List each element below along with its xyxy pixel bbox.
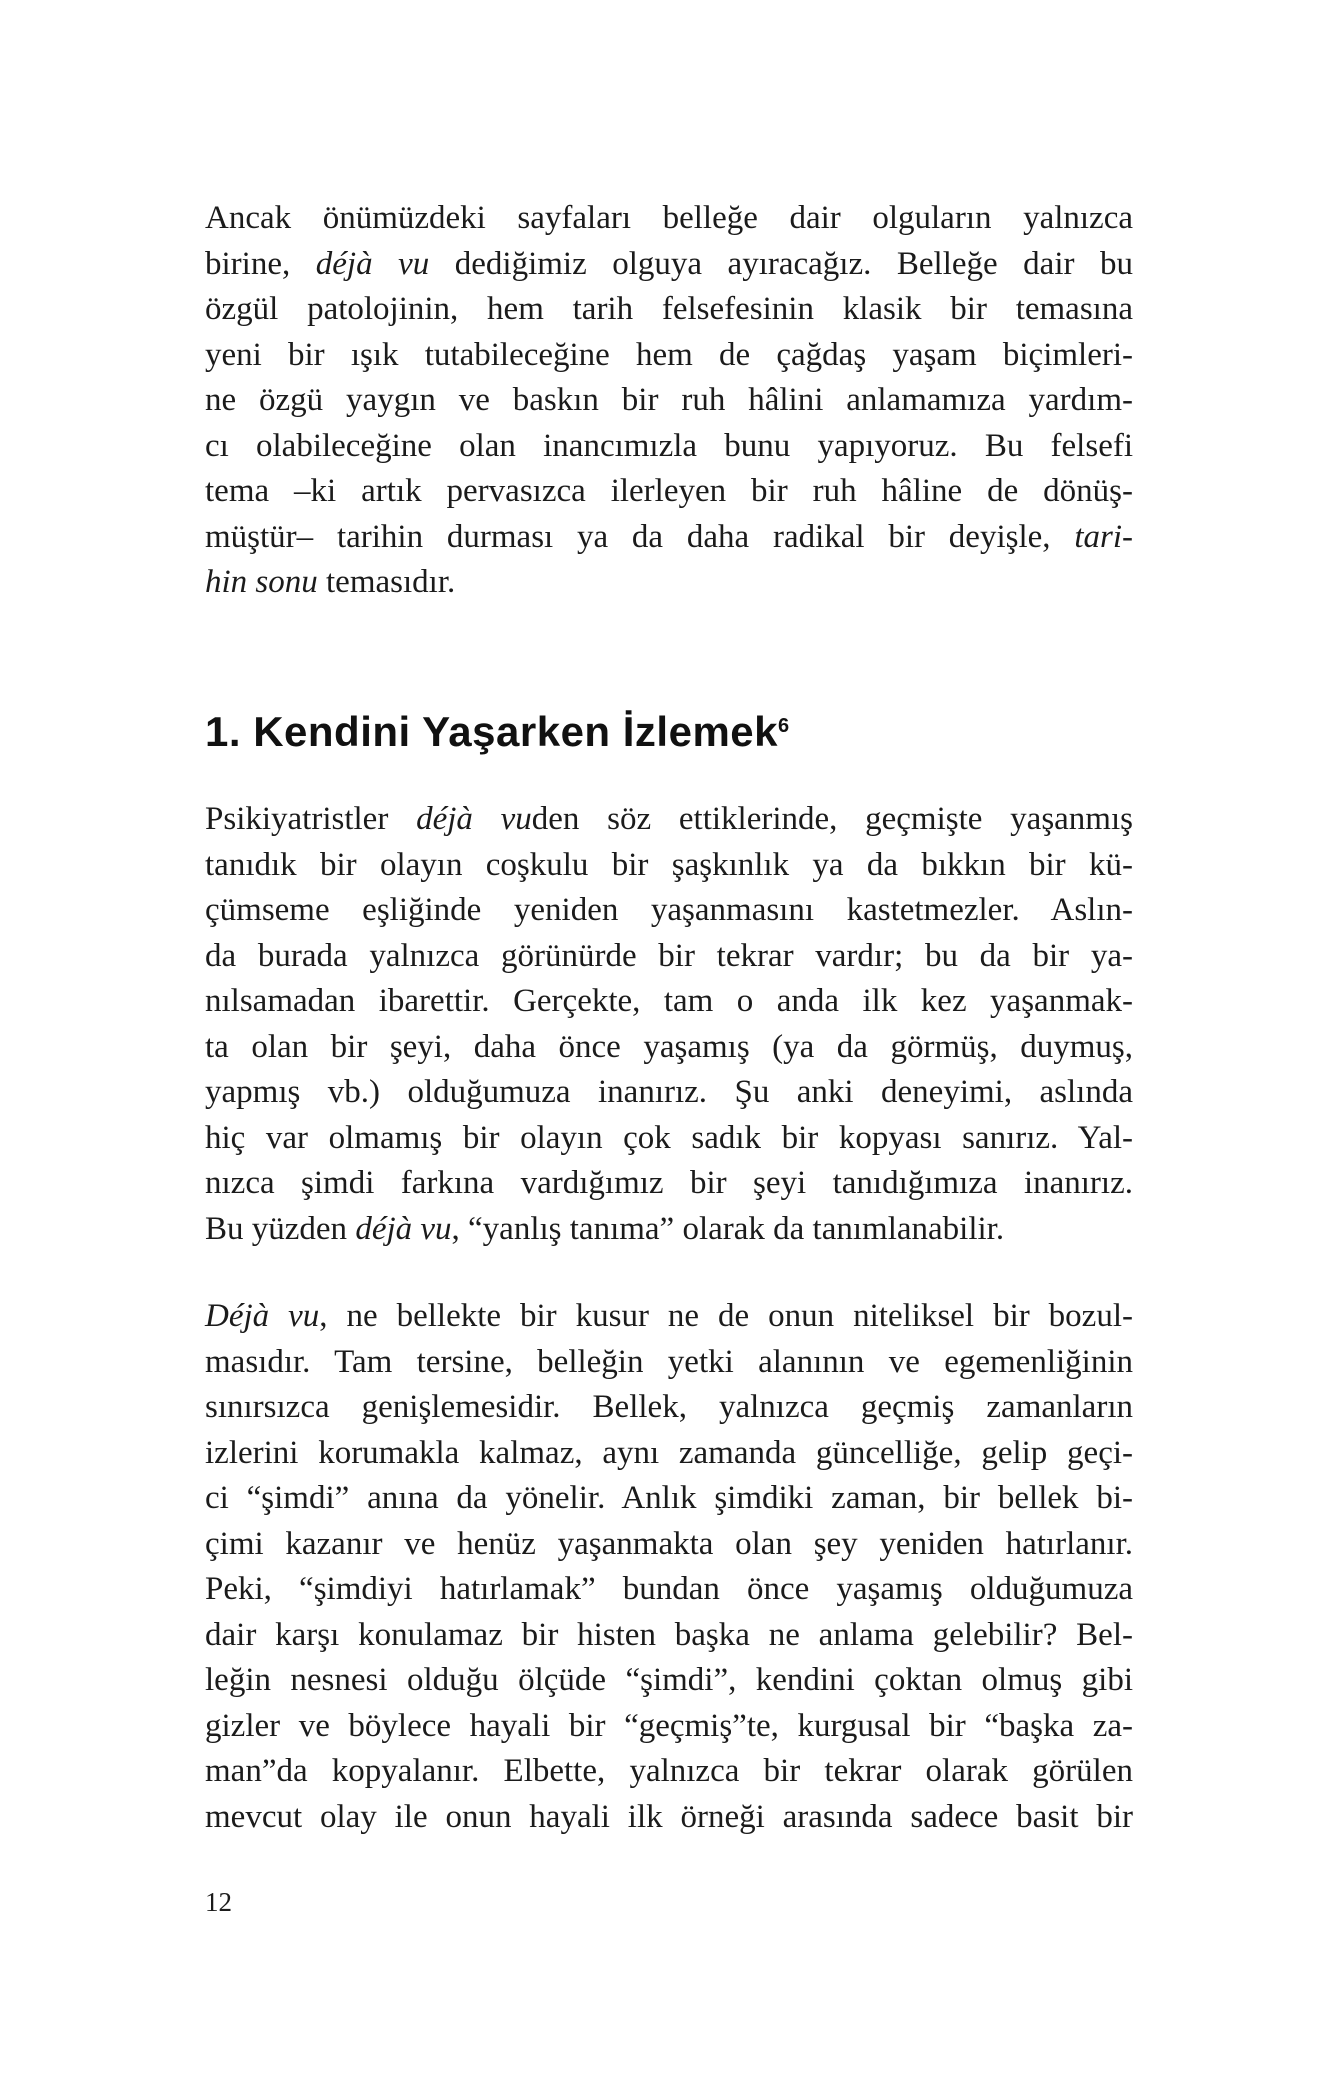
text-line: tanıdık bir olayın coşkulu bir şaşkınlık ya da bıkkın bir kü- <box>205 846 1133 883</box>
italic-term: déjà vu <box>355 1210 452 1247</box>
paragraph-3 <box>205 1294 1133 1840</box>
text-line: Ancak önümüzdeki sayfaları belleğe dair olguların yalnızca <box>205 200 1133 236</box>
text-line: ci “şimdi” anına da yönelir. Anlık şimdiki zaman, bir bellek bi- <box>205 1480 1133 1516</box>
text-line: man”da kopyalanır. Elbette, yalnızca bir tekrar olarak görülen <box>205 1753 1133 1789</box>
text-line: masıdır. Tam tersine, belleğin yetki alanının ve egemenliğinin <box>205 1343 1133 1380</box>
text-line: ta olan bir şeyi, daha önce yaşamış (ya da görmüş, duymuş, <box>205 1028 1133 1065</box>
text-line: izlerini korumakla kalmaz, aynı zamanda güncelliğe, gelip geçi- <box>205 1434 1133 1471</box>
text-line: Psikiyatristler déjà vuden söz ettiklerinde, geçmişte yaşanmış <box>205 801 1133 837</box>
italic-term: hin sonu <box>205 564 318 600</box>
text-line: Déjà vu, ne bellekte bir kusur ne de onun niteliksel bir bozul- <box>205 1298 1133 1334</box>
text-line: çümseme eşliğinde yeniden yaşanmasını kastetmezler. Aslın- <box>205 892 1133 928</box>
text-line: Bu yüzden déjà vu, “yanlış tanıma” olarak da tanımlanabilir. <box>205 1210 1005 1247</box>
text-line: nızca şimdi farkına vardığımız bir şeyi tanıdığımıza inanırız. <box>205 1165 1133 1201</box>
text-line: Peki, “şimdiyi hatırlamak” bundan önce yaşamış olduğumuza <box>205 1571 1133 1607</box>
italic-term: déjà vu <box>315 245 430 282</box>
text-line: dair karşı konulamaz bir histen başka ne anlama gelebilir? Bel- <box>205 1616 1133 1653</box>
text-line: da burada yalnızca görünürde bir tekrar vardır; bu da bir ya- <box>205 937 1133 974</box>
text-line: yeni bir ışık tutabileceğine hem de çağdaş yaşam biçimleri- <box>205 336 1133 373</box>
paragraph-1 <box>205 196 1133 606</box>
text-line: sınırsızca genişlemesidir. Bellek, yalnızca geçmiş zamanların <box>205 1389 1133 1425</box>
text-line: mevcut olay ile onun hayali ilk örneği arasında sadece basit bir <box>205 1798 1133 1835</box>
section-heading-text: 1. Kendini Yaşarken İzlemek <box>205 708 779 755</box>
text-line: özgül patolojinin, hem tarih felsefesinin klasik bir temasına <box>205 291 1133 327</box>
italic-term: Déjà vu <box>205 1298 320 1334</box>
italic-term: tari- <box>1074 518 1133 555</box>
text-line: cı olabileceğine olan inancımızla bunu yapıyoruz. Bu felsefi <box>205 427 1133 464</box>
text-line: tema –ki artık pervasızca ilerleyen bir ruh hâline de dönüş- <box>205 473 1133 509</box>
text-line: hiç var olmamış bir olayın çok sadık bir kopyası sanırız. Yal- <box>205 1119 1133 1156</box>
text-line: yapmış vb.) olduğumuza inanırız. Şu anki deneyimi, aslında <box>205 1074 1133 1110</box>
text-line: birine, déjà vu dediğimiz olguya ayıracağız. Belleğe dair bu <box>205 245 1134 282</box>
text-line: ne özgü yaygın ve baskın bir ruh hâlini anlamamıza yardım- <box>205 382 1133 418</box>
text-line: gizler ve böylece hayali bir “geçmiş”te, kurgusal bir “başka za- <box>205 1707 1133 1744</box>
text-line: nılsamadan ibarettir. Gerçekte, tam o anda ilk kez yaşanmak- <box>205 983 1133 1019</box>
italic-term: déjà vu <box>416 801 532 837</box>
page-number: 12 <box>205 1887 232 1917</box>
section-heading <box>205 706 790 758</box>
text-line: çimi kazanır ve henüz yaşanmakta olan şey yeniden hatırlanır. <box>205 1525 1133 1562</box>
text-line: leğin nesnesi olduğu ölçüde “şimdi”, kendini çoktan olmuş gibi <box>205 1662 1133 1698</box>
text-line: müştür– tarihin durması ya da daha radikal bir deyişle, tari- <box>205 518 1133 555</box>
paragraph-2 <box>205 797 1133 1252</box>
footnote-marker: 6 <box>778 715 790 737</box>
text-line: hin sonu temasıdır. <box>205 564 456 600</box>
